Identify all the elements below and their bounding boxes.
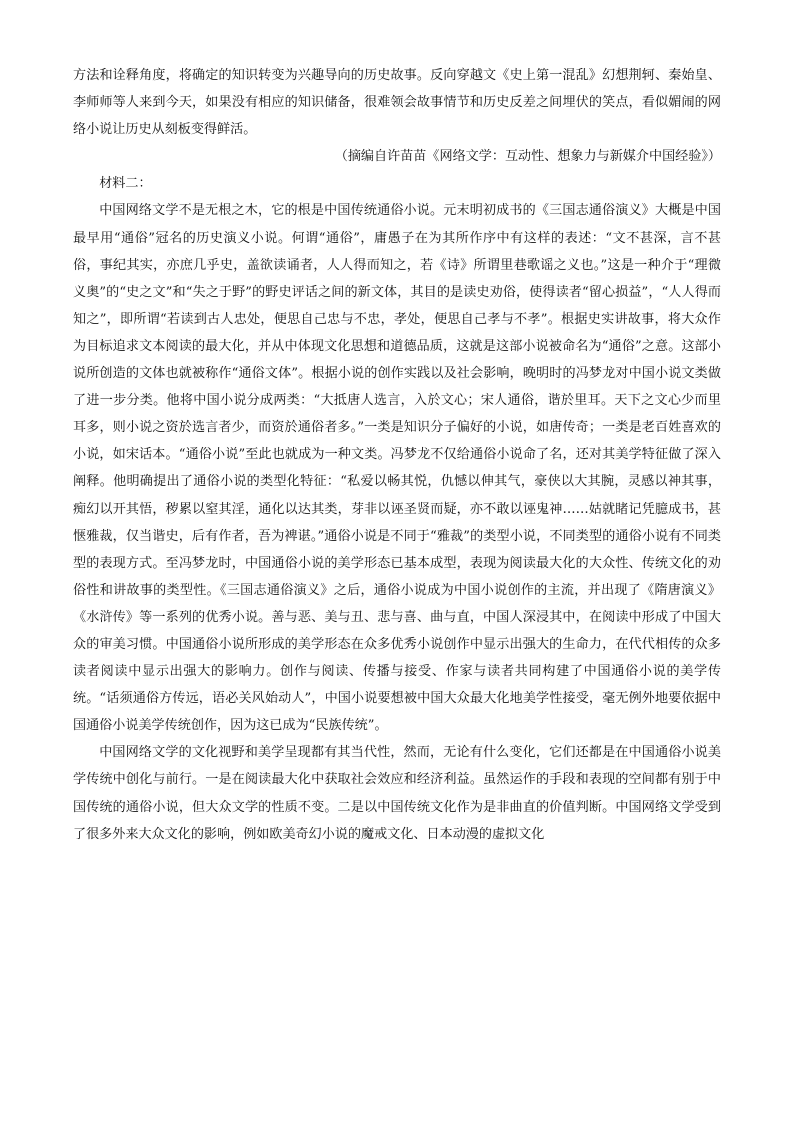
section-label: 材料二： — [99, 176, 152, 192]
paragraph-network-literature: 中国网络文学的文化视野和美学呈现都有其当代性，然而，无论有什么变化，它们还都是在中国通俗小说美学传统中创化与前行。一是在阅读最大化中获取社会效应和经济利益。虽然运作的手段和表现的空间都有别于中国传统的通俗小说，但大众文学的性质不变。二是以中国传统文化作为是非曲直的价值判断。中国网络文学受到了很多外来大众文化的影响，例如欧美奇幻小说的魔戒文化、日本动漫的虚拟文化 — [73, 745, 721, 842]
source-citation: （摘编自许苗苗《网络文学：互动性、想象力与新媒介中国经验》） — [334, 149, 721, 165]
document-page — [73, 62, 721, 848]
paragraph-material-two: 中国网络文学不是无根之木，它的根是中国传统通俗小说。元末明初成书的《三国志通俗演义》大概是中国最早用“通俗”冠名的历史演义小说。何谓“通俗”，庸愚子在为其所作序中有这样的表述：“文不甚深，言不甚俗，事纪其实，亦庶几乎史，盖欲读诵者，人人得而知之，若《诗》所谓里巷歌谣之义也。”这是一种介于“理微义奥”的“史之文”和“失之于野”的野史评话之间的新文体，其目的是读史劝俗，使得读者“留心损益”，“人人得而知之”，即所谓“若读到古人忠处，便思自己忠与不忠，孝处，便思自己孝与不孝”。根据史实讲故事，将大众作为目标追求文本阅读的最大化，并从中体现文化思想和道德品质，这就是这部小说被命名为“通俗”之意。这部小说所创造的文体也就被称作“通俗文体”。根据小说的创作实践以及社会影响，晚明时的冯梦龙对中国小说文类做了进一步分类。他将中国小说分成两类：“大抵唐人选言，入於文心；宋人通俗，谐於里耳。天下之文心少而里耳多，则小说之资於选言者少，而资於通俗者多。”一类是知识分子偏好的小说，如唐传奇；一类是老百姓喜欢的小说，如宋话本。“通俗小说”至此也就成为一种文类。冯梦龙不仅给通俗小说命了名，还对其美学特征做了深入阐释。他明确提出了通俗小说的类型化特征：“私爱以畅其悦，仇憾以伸其气，豪侠以大其腕，灵感以神其事，痴幻以开其悟，秽累以窒其淫，通化以达其类，芽非以诬圣贤而疑，亦不敢以诬鬼神……姑就睹记凭臆成书，甚惬雅裁，仅当谐史，后有作者，吾为裨谌。”通俗小说是不同于“雅裁”的类型小说，不同类型的通俗小说有不同类型的表现方式。至冯梦龙时，中国通俗小说的美学形态已基本成型，表现为阅读最大化的大众性、传统文化的劝俗性和讲故事的类型性。《三国志通俗演义》之后，通俗小说成为中国小说创作的主流，并出现了《隋唐演义》《水浒传》等一系列的优秀小说。善与恶、美与丑、悲与喜、曲与直，中国人深浸其中，在阅读中形成了中国大众的审美习惯。中国通俗小说所形成的美学形态在众多优秀小说创作中显示出强大的生命力，在代代相传的众多读者阅读中显示出强大的影响力。创作与阅读、传播与接受、作家与读者共同构建了中国通俗小说的美学传统。“话须通俗方传远，语必关风始动人”，中国小说要想被中国大众最大化地美学性接受，毫无例外地要依据中国通俗小说美学传统创作，因为这已成为“民族传统”。 — [73, 203, 721, 734]
paragraph-continued: 方法和诠释角度，将确定的知识转变为兴趣导向的历史故事。反向穿越文《史上第一混乱》幻想荆轲、秦始皇、李师师等人来到今天，如果没有相应的知识储备，很难领会故事情节和历史反差之间埋伏的笑点，看似媚闹的网络小说让历史从刻板变得鲜活。 — [73, 68, 721, 138]
